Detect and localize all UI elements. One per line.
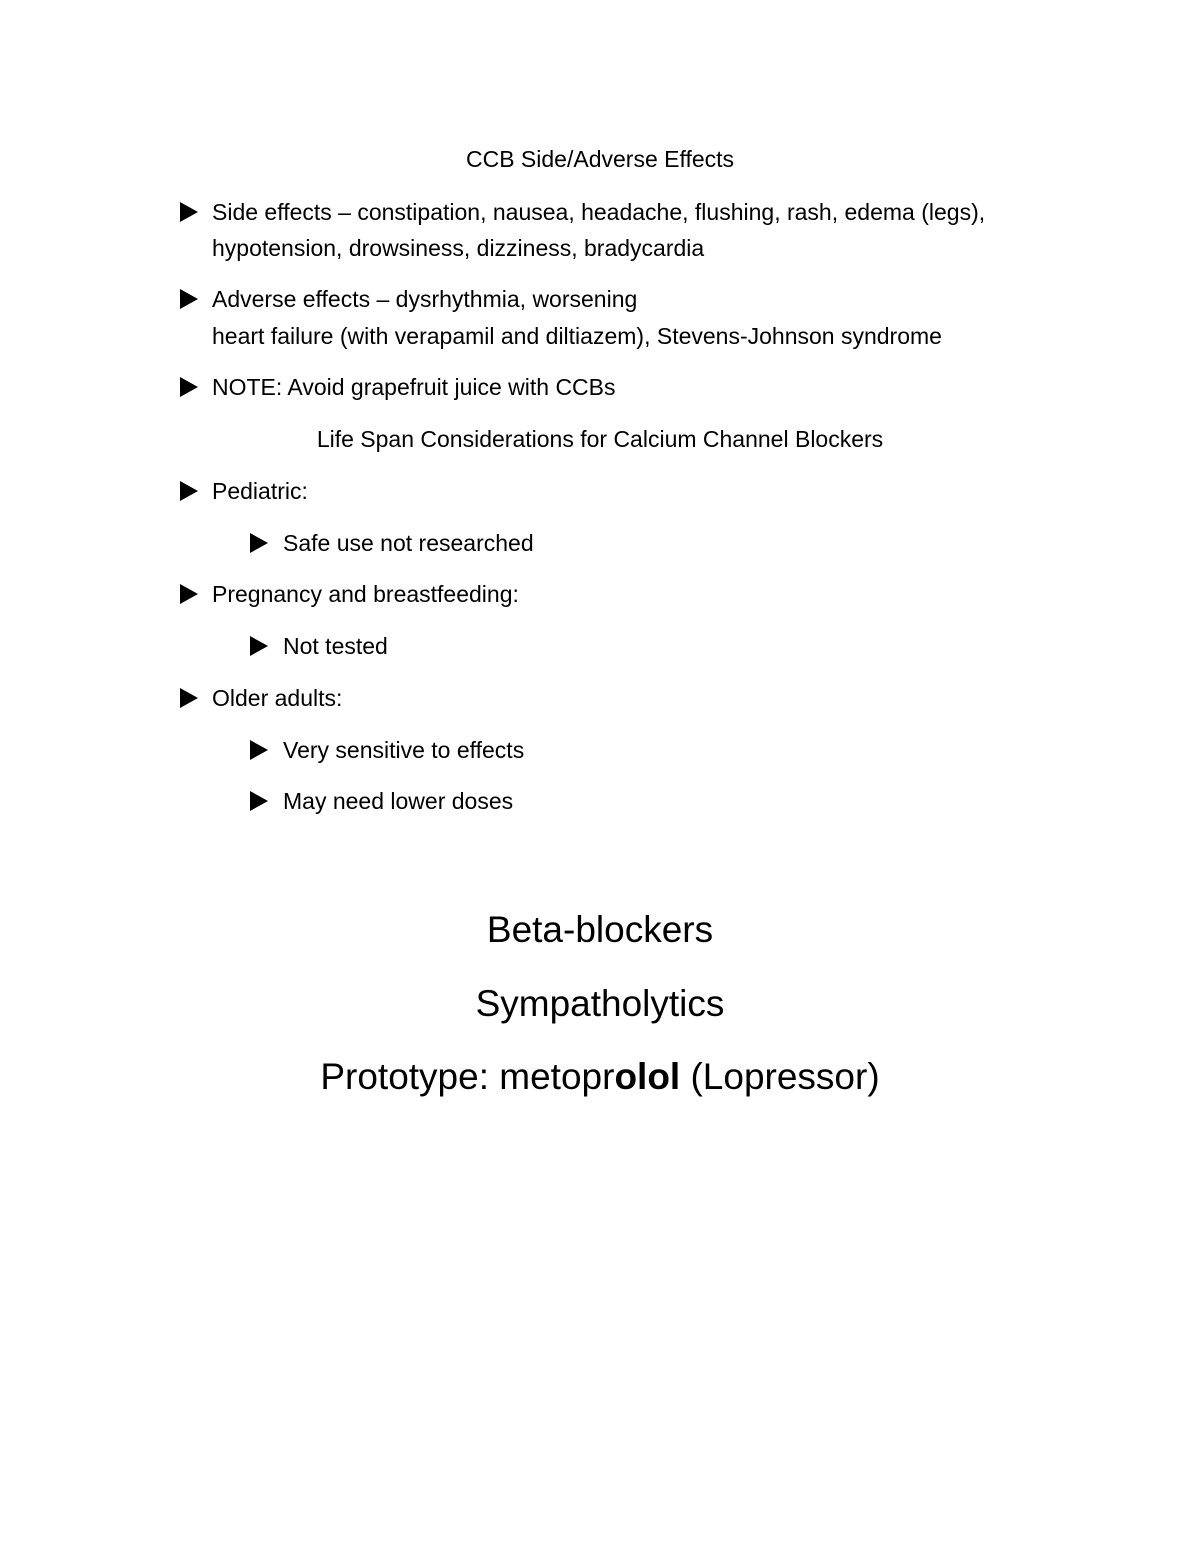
prototype-brand: (Lopressor): [680, 1056, 880, 1097]
prototype-prefix: Prototype: metopr: [320, 1056, 615, 1097]
bullet-arrow-icon: [180, 584, 198, 604]
bullet-arrow-icon: [180, 289, 198, 309]
bullet-arrow-icon: [250, 533, 268, 553]
bullet-arrow-icon: [250, 740, 268, 760]
prototype-suffix-bold: olol: [614, 1056, 681, 1097]
pediatric-label: Pediatric:: [212, 478, 308, 504]
pregnancy-label: Pregnancy and breastfeeding:: [212, 581, 519, 607]
prototype-heading: [0, 1054, 1200, 1100]
bullet-arrow-icon: [180, 481, 198, 501]
adverse-effects-line2: heart failure (with verapamil and diltiazem), Stevens-Johnson syndrome: [212, 323, 942, 349]
older-adults-detail-1: Very sensitive to effects: [283, 737, 525, 763]
older-adults-label: Older adults:: [212, 685, 343, 711]
side-effects-line2: hypotension, drowsiness, dizziness, bradycardia: [212, 235, 705, 261]
ccb-effects-title: CCB Side/Adverse Effects: [465, 146, 735, 172]
pediatric-detail: Safe use not researched: [283, 530, 534, 556]
bullet-arrow-icon: [180, 688, 198, 708]
life-span-title: Life Span Considerations for Calcium Channel Blockers: [316, 426, 884, 452]
beta-blockers-heading: Beta-blockers: [486, 909, 714, 950]
adverse-effects-line1: Adverse effects – dysrhythmia, worsening: [212, 286, 638, 312]
grapefruit-note: NOTE: Avoid grapefruit juice with CCBs: [212, 374, 616, 400]
older-adults-detail-2: May need lower doses: [283, 788, 514, 814]
pregnancy-detail: Not tested: [283, 633, 388, 659]
sympatholytics-heading: Sympatholytics: [475, 983, 725, 1024]
bullet-arrow-icon: [180, 202, 198, 222]
bullet-arrow-icon: [180, 377, 198, 397]
bullet-arrow-icon: [250, 636, 268, 656]
bullet-arrow-icon: [250, 791, 268, 811]
side-effects-line1: Side effects – constipation, nausea, headache, flushing, rash, edema (legs),: [212, 199, 986, 225]
